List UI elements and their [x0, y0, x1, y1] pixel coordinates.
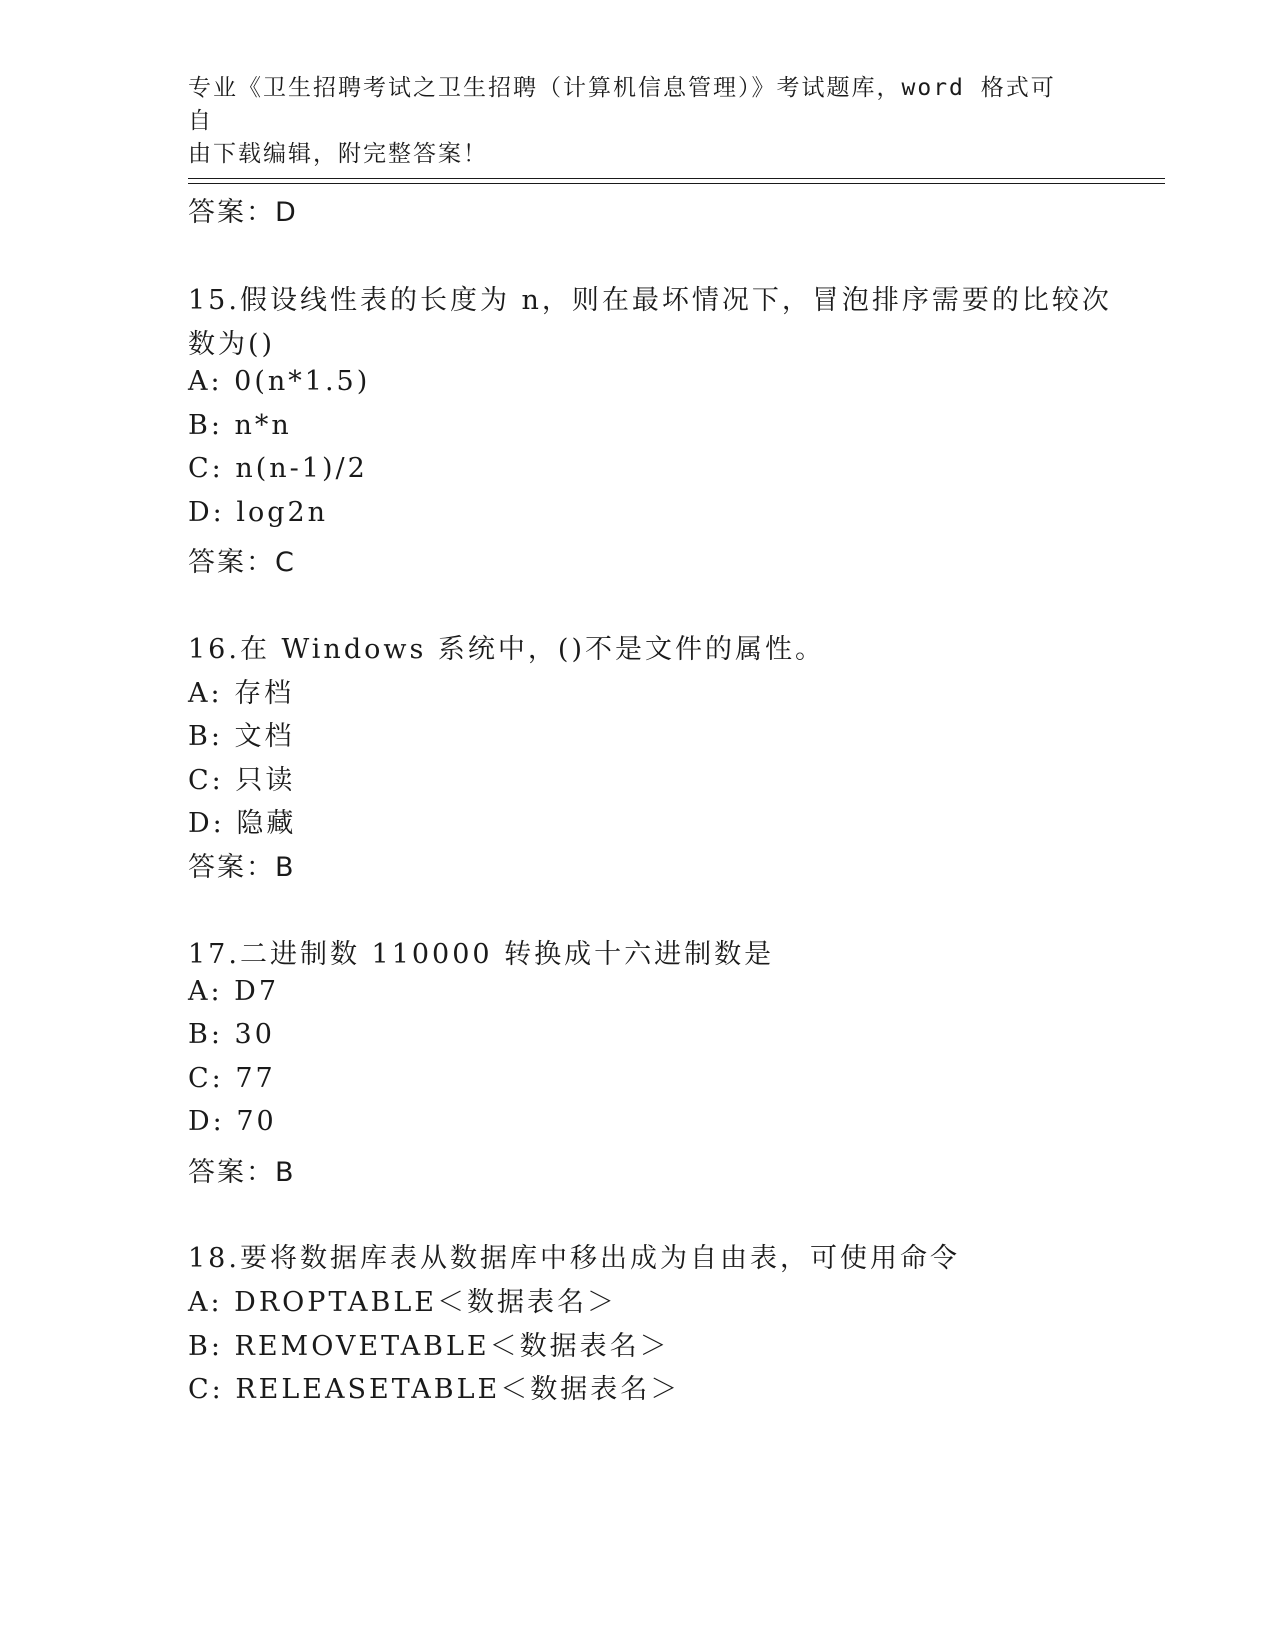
- question-17-option-d: D: 70: [188, 1106, 277, 1137]
- question-17-stem: 17.二进制数 110000 转换成十六进制数是: [188, 939, 775, 970]
- question-15-stem-line-1: 15.假设线性表的长度为 n，则在最坏情况下，冒泡排序需要的比较次: [188, 285, 1112, 316]
- question-15-option-c: C: n(n-1)/2: [188, 453, 368, 484]
- question-16-option-c: C: 只读: [188, 765, 296, 796]
- question-15-stem-line-2: 数为(): [188, 329, 276, 360]
- question-16-stem: 16.在 Windows 系统中，()不是文件的属性。: [188, 634, 825, 665]
- question-18-option-c: C: RELEASETABLE＜数据表名＞: [188, 1374, 681, 1405]
- question-16-option-d: D: 隐藏: [188, 808, 297, 839]
- question-18-option-a: A: DROPTABLE＜数据表名＞: [188, 1287, 617, 1318]
- question-17-option-b: B: 30: [188, 1019, 275, 1050]
- header-line-1: 专业《卫生招聘考试之卫生招聘（计算机信息管理）》考试题库，word 格式可自: [188, 75, 1056, 134]
- question-17-answer: 答案：B: [188, 1157, 296, 1188]
- question-17-option-c: C: 77: [188, 1063, 276, 1094]
- question-18-option-b: B: REMOVETABLE＜数据表名＞: [188, 1331, 670, 1362]
- question-16-option-b: B: 文档: [188, 721, 295, 752]
- question-16-answer: 答案：B: [188, 852, 296, 883]
- header-divider-bottom: [188, 183, 1165, 184]
- question-18-stem: 18.要将数据库表从数据库中移出成为自由表，可使用命令: [188, 1243, 960, 1274]
- previous-answer: 答案：D: [188, 197, 298, 228]
- question-15-option-d: D: log2n: [188, 497, 329, 528]
- question-15-option-b: B: n*n: [188, 410, 292, 441]
- question-15-answer: 答案：C: [188, 547, 296, 578]
- header-divider-top: [188, 178, 1165, 179]
- question-16-option-a: A: 存档: [188, 678, 295, 709]
- header-line-2: 由下载编辑，附完整答案！: [188, 141, 488, 167]
- document-header: [188, 72, 1068, 171]
- question-15-option-a: A: 0(n*1.5): [188, 366, 371, 397]
- question-17-option-a: A: D7: [188, 976, 280, 1007]
